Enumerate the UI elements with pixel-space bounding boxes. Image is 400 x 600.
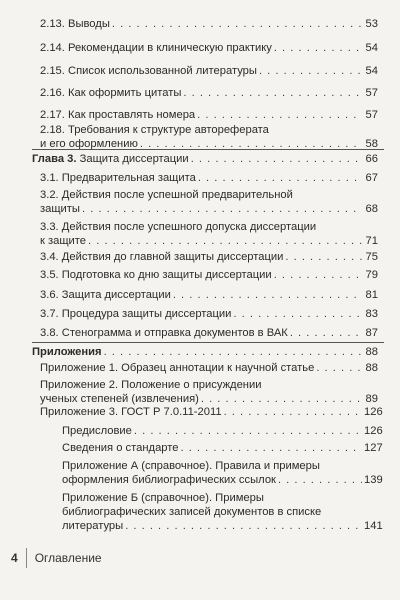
toc-entry-3-1	[40, 171, 378, 185]
toc-entry-2-15	[40, 64, 378, 78]
toc-appendix-3-about	[62, 441, 383, 455]
toc-appendix-3-b	[62, 491, 383, 533]
toc-entry-2-17	[40, 108, 378, 122]
toc-page-number: 57	[365, 87, 378, 99]
toc-entry-label-line1: 2.18. Требования к структуре автореферата	[40, 124, 269, 136]
toc-chapter-3	[32, 152, 378, 166]
toc-page-number: 127	[364, 442, 383, 454]
toc-appendix-1	[40, 361, 378, 375]
toc-entry-label-line1: Приложение А (справочное). Правила и примеры	[62, 460, 320, 472]
toc-entry-label-line2: ученых степеней (извлечения)	[40, 393, 199, 405]
chapter-label: Глава 3.	[32, 153, 77, 165]
toc-entry-label: 3.6. Защита диссертации	[40, 289, 171, 301]
toc-page-number: 126	[364, 406, 383, 418]
toc-page-number: 54	[365, 65, 378, 77]
toc-page-number: 66	[365, 153, 378, 165]
toc-entry-label: Сведения о стандарте	[62, 442, 179, 454]
toc-page-number: 58	[365, 138, 378, 150]
toc-entry-label-line1: 3.3. Действия после успешного допуска диссертации	[40, 221, 317, 233]
page-number: 4	[11, 551, 18, 565]
toc-entry-3-3	[40, 220, 378, 248]
toc-page-number: 57	[365, 109, 378, 121]
toc-page-number: 126	[364, 425, 383, 437]
toc-appendices	[32, 345, 378, 359]
separator-line	[32, 149, 384, 150]
toc-entry-3-2	[40, 188, 378, 216]
toc-entry-2-18	[40, 123, 378, 151]
toc-section-label: Приложения	[32, 346, 102, 358]
toc-entry-label: 3.5. Подготовка ко дню защиты диссертации	[40, 269, 272, 281]
section-title: Оглавление	[34, 551, 102, 565]
toc-entry-3-4	[40, 250, 378, 264]
toc-entry-label: 2.17. Как проставлять номера	[40, 109, 196, 121]
toc-entry-label: 2.15. Список использованной литературы	[40, 65, 257, 77]
toc-entry-label: 2.13. Выводы	[40, 18, 110, 30]
toc-page-number: 83	[365, 308, 378, 320]
page-footer	[11, 548, 102, 568]
toc-appendix-3-a	[62, 459, 383, 487]
toc-entry-2-14	[40, 41, 378, 55]
toc-entry-label: Предисловие	[62, 425, 132, 437]
toc-entry-3-7	[40, 307, 378, 321]
toc-page-number: 139	[364, 474, 383, 486]
footer-divider	[26, 548, 27, 568]
toc-page-number: 67	[365, 172, 378, 184]
toc-page-number: 89	[365, 393, 378, 405]
toc-entry-label-line2: оформления библиографических ссылок	[62, 474, 276, 486]
toc-entry-3-6	[40, 288, 378, 302]
toc-page-number: 88	[365, 346, 378, 358]
toc-page-number: 54	[365, 42, 378, 54]
toc-page-number: 87	[365, 327, 378, 339]
toc-entry-label: Приложение 3. ГОСТ Р 7.0.11-2011	[40, 406, 222, 418]
toc-entry-label: 2.14. Рекомендации в клиническую практику	[40, 42, 272, 54]
toc-entry-label: 3.4. Действия до главной защиты диссертации	[40, 251, 284, 263]
toc-entry-label: 2.16. Как оформить цитаты	[40, 87, 182, 99]
toc-entry-label-line2: и его оформлению	[40, 138, 138, 150]
toc-entry-3-8	[40, 326, 378, 340]
toc-entry-label: 3.1. Предварительная защита	[40, 172, 196, 184]
toc-appendix-3	[40, 405, 383, 419]
toc-entry-label: 3.7. Процедура защиты диссертации	[40, 308, 232, 320]
toc-entry-label-line2: защиты	[40, 203, 80, 215]
toc-page-number: 75	[365, 251, 378, 263]
toc-page-number: 71	[365, 235, 378, 247]
toc-entry-label-line1: Приложение Б (справочное). Примеры	[62, 492, 264, 504]
toc-entry-label: 3.8. Стенограмма и отправка документов в ВАК	[40, 327, 288, 339]
toc-entry-label-line1: Приложение 2. Положение о присуждении	[40, 379, 262, 391]
toc-entry-label: Защита диссертации	[79, 153, 189, 165]
toc-entry-label: Приложение 1. Образец аннотации к научной статье	[40, 362, 315, 374]
toc-entry-label-line3: литературы	[62, 520, 124, 532]
toc-entry-2-16	[40, 86, 378, 100]
toc-entry-label-line2: библиографических записей документов в списке	[62, 506, 322, 518]
toc-page-number: 79	[365, 269, 378, 281]
toc-entry-3-5	[40, 268, 378, 282]
toc-page-number: 81	[365, 289, 378, 301]
toc-entry-label-line1: 3.2. Действия после успешной предварительной	[40, 189, 293, 201]
toc-page-number: 88	[365, 362, 378, 374]
toc-appendix-3-preface	[62, 424, 383, 438]
toc-entry-2-13	[40, 17, 378, 31]
toc-page-number: 53	[365, 18, 378, 30]
toc-page-number: 68	[365, 203, 378, 215]
separator-line	[32, 342, 384, 343]
toc-page-number: 141	[364, 520, 383, 532]
toc-entry-label-line2: к защите	[40, 235, 87, 247]
toc-appendix-2	[40, 378, 378, 406]
